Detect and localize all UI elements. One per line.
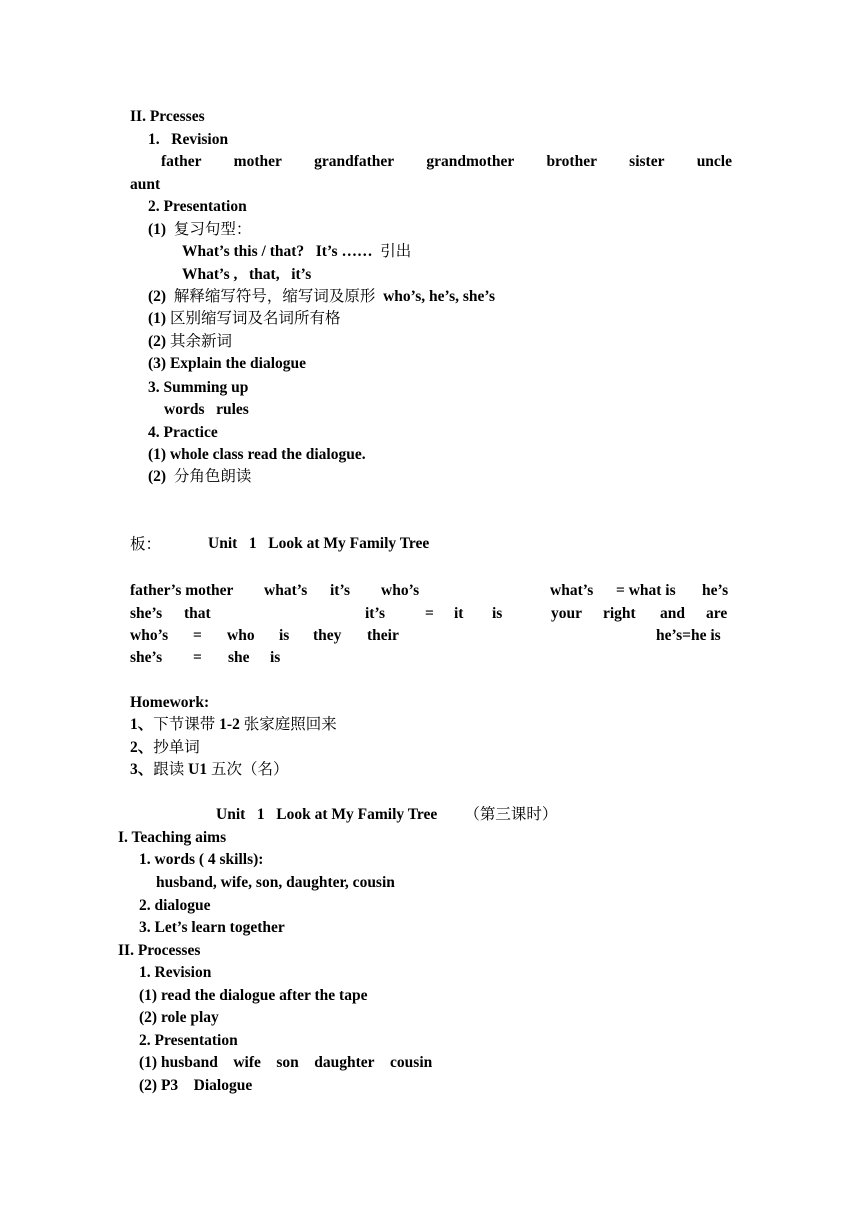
board-cell: right [603,605,636,622]
summing-items: words rules [164,401,249,418]
homework-item-2: 2、抄单词 [130,738,200,756]
board-cell: what’s [264,582,308,599]
presentation-item-2: (2) 解释缩写符号，缩写词及原形 who’s, he’s, she’s [148,287,496,305]
board-cell: she [228,649,250,666]
board-cell: = [193,627,202,644]
lesson3-processes-heading: II. Processes [118,942,201,959]
sentence-pattern-line: What’s this / that? It’s …… 引出 [182,242,412,260]
presentation-heading: 2. Presentation [148,198,247,215]
board-label: 板： [130,535,162,553]
family-word: uncle [696,153,732,170]
aims-words-list: husband, wife, son, daughter, cousin [156,874,395,891]
family-word: sister [629,153,665,170]
board-cell: what’s [550,582,594,599]
sub-item-2: (2) 其余新词 [148,332,232,350]
lesson3-presentation-2: (2) P3 Dialogue [139,1077,253,1094]
board-cell: are [706,605,728,622]
homework-item-3: 3、跟读 U1 五次（名） [130,760,289,778]
board-cell: he’s=he is [656,627,721,644]
revision-heading: 1. Revision [148,131,229,148]
processes-heading: II. Prcesses [130,108,205,125]
board-cell: who [227,627,255,644]
board-cell: it [454,605,464,622]
sub-item-3: (3) Explain the dialogue [148,355,307,372]
sub-item-1: (1) 区别缩写词及名词所有格 [148,309,341,327]
aims-learn-together: 3. Let’s learn together [139,919,285,936]
board-cell: is [270,649,281,666]
board-cell: = [193,649,202,666]
board-cell: who’s [381,582,420,599]
board-cell: their [367,627,399,644]
board-cell: = what is [616,582,676,599]
family-word: father [161,153,202,170]
board-cell: she’s [130,649,163,666]
board-cell: it’s [330,582,351,599]
presentation-item-1: (1) 复习句型： [148,220,252,238]
practice-item-2: (2) 分角色朗读 [148,467,252,485]
teaching-aims-heading: I. Teaching aims [118,829,227,846]
homework-item-1: 1、下节课带 1-2 张家庭照回来 [130,715,337,733]
family-word: mother [233,153,282,170]
board-cell: it’s [365,605,386,622]
board-cell: = [425,605,434,622]
lesson3-presentation-1: (1) husband wife son daughter cousin [139,1054,433,1071]
practice-item-1: (1) whole class read the dialogue. [148,446,366,463]
lesson3-revision-2: (2) role play [139,1009,219,1026]
lesson3-title: Unit 1 Look at My Family Tree （第三课时） [216,805,558,823]
family-words-row [130,153,732,171]
board-cell: your [551,605,582,622]
contractions-line: What’s , that, it’s [182,266,312,283]
aims-dialogue: 2. dialogue [139,897,211,914]
aims-words-heading: 1. words ( 4 skills): [139,851,264,868]
board-title: Unit 1 Look at My Family Tree [208,535,430,552]
family-word: aunt [130,176,161,193]
family-word: grandmother [426,153,515,170]
lesson3-revision: 1. Revision [139,964,212,981]
family-word: brother [546,153,597,170]
lesson3-revision-1: (1) read the dialogue after the tape [139,987,368,1004]
lesson3-presentation: 2. Presentation [139,1032,238,1049]
board-cell: he’s [702,582,729,599]
board-cell: is [492,605,503,622]
board-cell: they [313,627,342,644]
family-word: grandfather [314,153,395,170]
board-cell: who’s [130,627,169,644]
summing-heading: 3. Summing up [148,379,249,396]
board-cell: and [660,605,685,622]
board-cell: she’s [130,605,163,622]
practice-heading: 4. Practice [148,424,218,441]
board-cell: is [279,627,290,644]
board-cell: that [184,605,211,622]
board-cell: father’s mother [130,582,234,599]
homework-heading: Homework: [130,694,210,711]
